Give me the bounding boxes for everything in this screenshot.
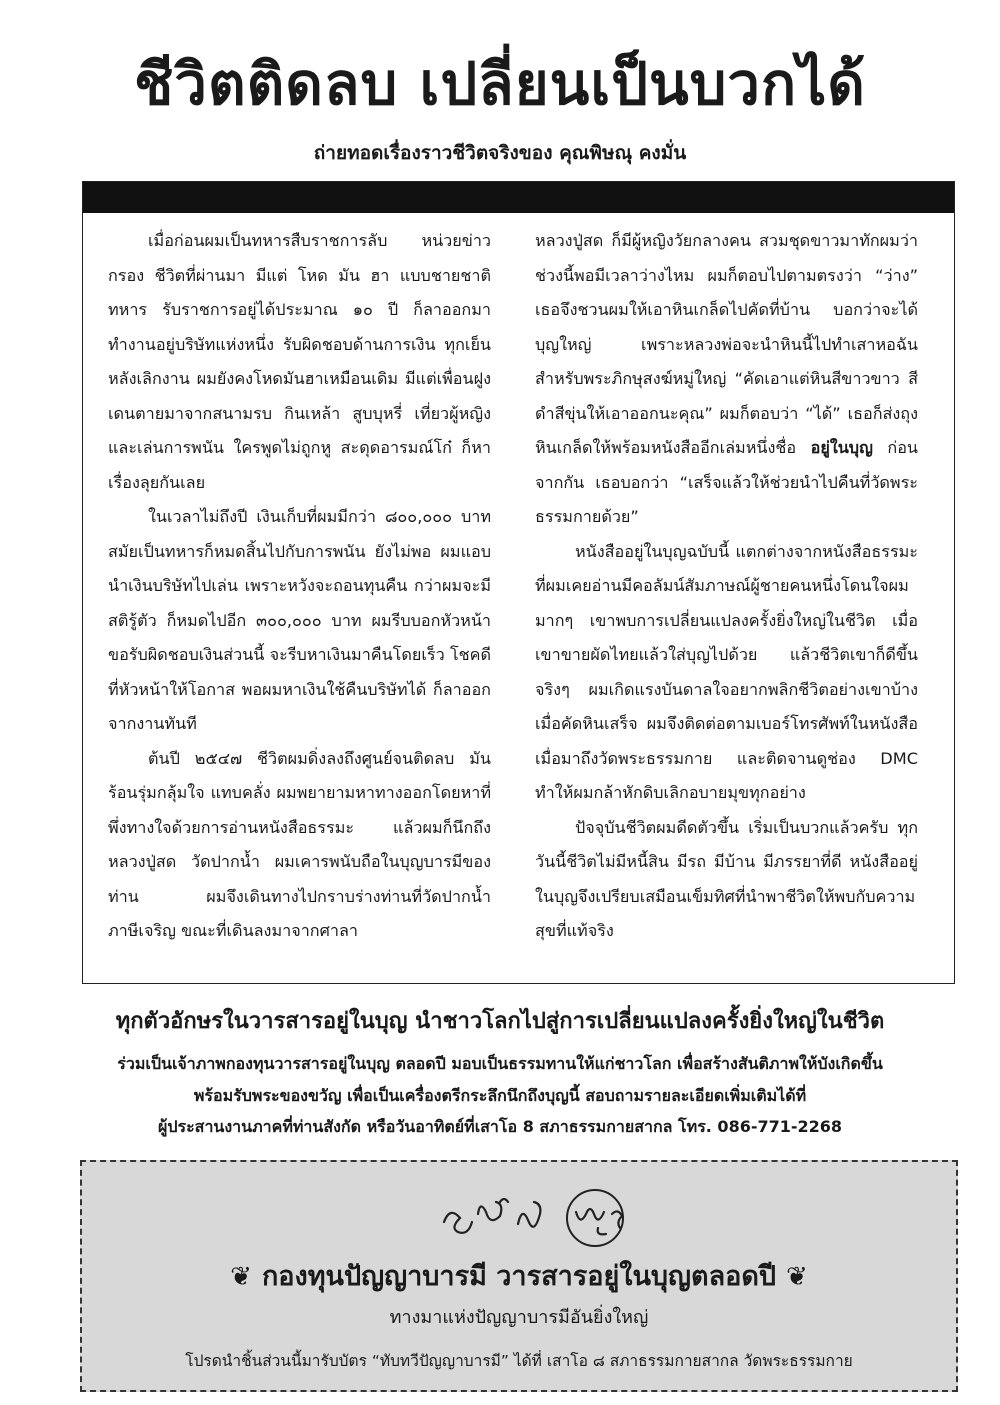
story-paragraph xyxy=(535,224,918,535)
ornament-icon: ❦ xyxy=(786,1262,808,1292)
story-column-right xyxy=(535,224,918,949)
story-paragraph: ต้นปี ๒๕๔๗ ชีวิตผมดิ่งลงถึงศูนย์จนติดลบ มันร้อนรุ่มกลุ้มใจ แทบคลั่ง ผมพยายามหาทางออกโดยหาที่พึ่งทางใจด้วยการอ่านหนังสือธรรมะ แล้วผมก็นึกถึงหลวงปู่สด วัดปากน้ำ ผมเคารพนับถือในบุญบารมีของท่าน ผมจึงเดินทางไปกราบร่างท่านที่วัดปากน้ำ ภาษีเจริญ ขณะที่เดินลงมาจากศาลา xyxy=(108,748,491,940)
coupon[interactable] xyxy=(80,1160,958,1392)
story-column-left xyxy=(108,224,491,949)
invitation-line: พร้อมรับพระของขวัญ เพื่อเป็นเครื่องตรีกระลึกนึกถึงบุญนี้ สอบถามรายละเอียดเพิ่มเติมได้ที่ xyxy=(193,1085,807,1105)
fund-name: กองทุนปัญญาบารมี วารสารอยู่ในบุญตลอดปี xyxy=(261,1261,777,1292)
story-paragraph: เมื่อก่อนผมเป็นทหารสืบราชการลับ หน่วยข่าวกรอง ชีวิตที่ผ่านมา มีแต่ โหด มัน ฮา แบบชายชาติทหาร รับราชการอยู่ได้ประมาณ ๑๐ ปี ก็ลาออกมาทำงานอยู่บริษัทแห่งหนึ่ง รับผิดชอบด้านการเงิน ทุกเย็นหลังเลิกงาน ผมยังคงโหดมันฮาเหมือนเดิม มีแต่เพื่อนฝูงเดนตายมาจากสนามรบ กินเหล้า สูบบุหรี่ เที่ยวผู้หญิง และเล่นการพนัน ใครพูดไม่ถูกหู สะดุดอารมณ์โก๋ ก็หาเรื่องลุยกันเลย xyxy=(108,231,491,492)
story-paragraph: หนังสืออยู่ในบุญฉบับนี้ แตกต่างจากหนังสือธรรมะที่ผมเคยอ่านมีคอลัมน์สัมภาษณ์ผู้ชายคนหนึ่งโดนใจผมมากๆ เขาพบการเปลี่ยนแปลงครั้งยิ่งใหญ่ในชีวิต เมื่อเขาขายผัดไทยแล้วใส่บุญไปด้วย แล้วชีวิตเขาก็ดีขึ้นจริงๆ ผมเกิดแรงบันดาลใจอยากพลิกชีวิตอย่างเขาบ้าง เมื่อคัดหินเสร็จ ผมจึงติดต่อตามเบอร์โทรศัพท์ในหนังสือ เมื่อมาถึงวัดพระธรรมกาย และติดจานดูช่อง DMC ทำให้ผมกล้าหักดิบเลิกอบายมุขทุกอย่าง xyxy=(535,541,918,802)
story-text: ก่อนจากกัน เธอบอกว่า “เสร็จแล้วให้ช่วยนำไปคืนที่วัดพระธรรมกายด้วย” xyxy=(535,438,918,526)
story-header-bar xyxy=(83,182,954,213)
page-title: ชีวิตติดลบ เปลี่ยนเป็นบวกได้ xyxy=(134,50,866,118)
headline: ทุกตัวอักษรในวารสารอยู่ในบุญ นำชาวโลกไปสู่การเปลี่ยนแปลงครั้งยิ่งใหญ่ในชีวิต xyxy=(115,1009,885,1034)
story-paragraph: ปัจจุบันชีวิตผมดีดตัวขึ้น เริ่มเป็นบวกแล้วครับ ทุกวันนี้ชีวิตไม่มีหนี้สิน มีรถ มีบ้าน มีภรรยาที่ดี หนังสืออยู่ในบุญจึงเปรียบเสมือนเข็มทิศที่นำพาชีวิตให้พบกับความสุขที่แท้จริง xyxy=(535,817,918,940)
you-nai-bun-logo xyxy=(430,1184,670,1248)
story-paragraph: ในเวลาไม่ถึงปี เงินเก็บที่ผมมีกว่า ๘๐๐,๐๐๐ บาท สมัยเป็นทหารก็หมดสิ้นไปกับการพนัน ยังไม่พอ ผมแอบนำเงินบริษัทไปเล่น เพราะหวังจะถอนทุนคืน กว่าผมจะมีสติรู้ตัว ก็หมดไปอีก ๓๐๐,๐๐๐ บาท ผมรีบบอกหัวหน้า ขอรับผิดชอบเงินส่วนนี้ จะรีบหาเงินมาคืนโดยเร็ว โชคดีที่หัวหน้าให้โอกาส พอผมหาเงินใช้คืนบริษัทได้ ก็ลาออกจากงานทันที xyxy=(108,507,491,733)
fund-title xyxy=(82,1252,956,1302)
story-text: หลวงปู่สด ก็มีผู้หญิงวัยกลางคน สวมชุดขาวมาทักผมว่า ช่วงนี้พอมีเวลาว่างไหม ผมก็ตอบไปตามตรงว่า “ว่าง” เธอจึงชวนผมให้เอาหินเกล็ดไปคัดที่บ้าน บอกว่าจะได้บุญใหญ่ เพราะหลวงพ่อจะนำหินนี้ไปทำเสาหอฉันสำหรับพระภิกษุสงฆ์หมู่ใหญ่ “คัดเอาแต่หินสีขาวขาว สีดำสีขุ่นให้เอาออกนะคุณ” ผมก็ตอบว่า “ได้” เธอก็ส่งถุงหินเกล็ดให้พร้อมหนังสืออีกเล่มหนึ่งชื่อ xyxy=(535,231,918,457)
book-title: อยู่ในบุญ xyxy=(810,438,873,457)
fund-subtitle: ทางมาแห่งปัญญาบารมีอันยิ่งใหญ่ xyxy=(389,1307,649,1328)
invitation-text xyxy=(0,1048,1000,1143)
ornament-icon: ❦ xyxy=(230,1262,252,1292)
coupon-note: โปรดนำชิ้นส่วนนี้มารับบัตร “ทับทวีปัญญาบารมี” ได้ที่ เสาโอ ๘ สภาธรรมกายสากล วัดพระธรรมกาย xyxy=(185,1352,853,1370)
page-subtitle: ถ่ายทอดเรื่องราวชีวิตจริงของ คุณพิษณุ คงมั่น xyxy=(313,142,687,164)
invitation-line: ร่วมเป็นเจ้าภาพกองทุนวารสารอยู่ในบุญ ตลอดปี มอบเป็นธรรมทานให้แก่ชาวโลก เพื่อสร้างสันติภาพให้บังเกิดขึ้น xyxy=(117,1054,883,1073)
invitation-line: ผู้ประสานงานภาคที่ท่านสังกัด หรือวันอาทิตย์ที่เสาโอ 8 สภาธรรมกายสากล โทร. 086-771-2268 xyxy=(157,1117,843,1136)
story-box xyxy=(82,181,955,984)
